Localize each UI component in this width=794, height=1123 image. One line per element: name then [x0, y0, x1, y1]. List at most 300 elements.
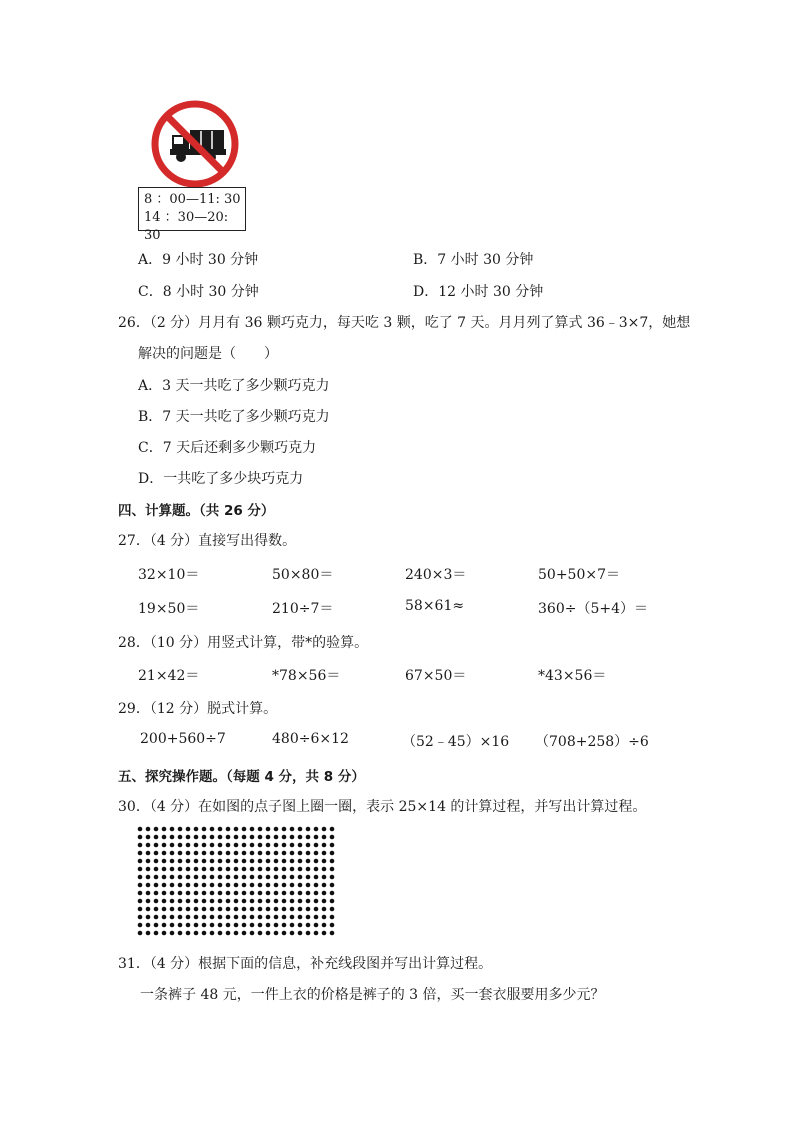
grid-dot: [170, 931, 175, 936]
grid-dot: [202, 867, 207, 872]
option-d[interactable]: D．12 小时 30 分钟: [413, 284, 544, 300]
grid-dot: [242, 907, 247, 912]
expression: *43×56＝: [538, 668, 607, 684]
option-c[interactable]: C．7 天后还剩多少颗巧克力: [138, 440, 317, 456]
grid-dot: [154, 891, 159, 896]
grid-dot: [314, 827, 319, 832]
grid-dot: [202, 827, 207, 832]
grid-dot: [290, 859, 295, 864]
grid-dot: [258, 907, 263, 912]
section-4-title: 四、计算题。（共 26 分）: [118, 503, 275, 519]
option-c[interactable]: C．8 小时 30 分钟: [138, 284, 259, 300]
grid-dot: [226, 923, 231, 928]
grid-dot: [186, 891, 191, 896]
grid-dot: [330, 883, 335, 888]
grid-dot: [306, 915, 311, 920]
grid-dot: [322, 923, 327, 928]
grid-dot: [178, 883, 183, 888]
grid-dot: [218, 867, 223, 872]
grid-dot: [298, 915, 303, 920]
expression: 210÷7＝: [272, 601, 334, 617]
grid-dot: [314, 907, 319, 912]
grid-dot: [218, 915, 223, 920]
grid-dot: [314, 923, 319, 928]
grid-dot: [266, 931, 271, 936]
grid-dot: [306, 899, 311, 904]
grid-dot: [146, 851, 151, 856]
grid-dot: [162, 923, 167, 928]
grid-dot: [282, 931, 287, 936]
grid-dot: [250, 907, 255, 912]
grid-dot: [170, 827, 175, 832]
grid-dot: [138, 835, 143, 840]
grid-dot: [226, 907, 231, 912]
grid-dot: [178, 859, 183, 864]
grid-dot: [186, 859, 191, 864]
grid-dot: [290, 891, 295, 896]
grid-dot: [186, 931, 191, 936]
grid-dot: [178, 875, 183, 880]
grid-dot: [218, 875, 223, 880]
no-truck-icon: [138, 99, 248, 187]
grid-dot: [258, 867, 263, 872]
grid-dot: [194, 891, 199, 896]
grid-dot: [234, 883, 239, 888]
grid-dot: [258, 875, 263, 880]
grid-dot: [226, 859, 231, 864]
grid-dot: [146, 923, 151, 928]
grid-dot: [194, 923, 199, 928]
grid-dot: [218, 899, 223, 904]
grid-dot: [178, 931, 183, 936]
grid-dot: [218, 883, 223, 888]
grid-dot: [314, 859, 319, 864]
grid-dot: [322, 883, 327, 888]
grid-dot: [298, 859, 303, 864]
grid-dot: [202, 899, 207, 904]
grid-dot: [154, 835, 159, 840]
grid-dot: [234, 835, 239, 840]
grid-dot: [266, 907, 271, 912]
grid-dot: [274, 851, 279, 856]
time-range-1: 8 ：00—11: 30: [144, 192, 241, 207]
grid-dot: [154, 859, 159, 864]
grid-dot: [242, 923, 247, 928]
grid-dot: [306, 851, 311, 856]
grid-dot: [210, 931, 215, 936]
grid-dot: [226, 867, 231, 872]
grid-dot: [258, 843, 263, 848]
grid-dot: [266, 867, 271, 872]
grid-dot: [154, 827, 159, 832]
grid-dot: [290, 923, 295, 928]
grid-dot: [306, 907, 311, 912]
option-b[interactable]: B．7 天一共吃了多少颗巧克力: [138, 409, 330, 425]
grid-dot: [162, 835, 167, 840]
grid-dot: [242, 859, 247, 864]
grid-dot: [186, 907, 191, 912]
grid-dot: [226, 827, 231, 832]
grid-dot: [194, 883, 199, 888]
grid-dot: [210, 915, 215, 920]
grid-dot: [330, 931, 335, 936]
grid-dot: [170, 843, 175, 848]
grid-dot: [162, 827, 167, 832]
option-a[interactable]: A．3 天一共吃了多少颗巧克力: [138, 378, 330, 394]
grid-dot: [266, 899, 271, 904]
grid-dot: [226, 851, 231, 856]
grid-dot: [274, 891, 279, 896]
grid-dot: [242, 915, 247, 920]
grid-dot: [138, 915, 143, 920]
grid-dot: [314, 899, 319, 904]
grid-dot: [210, 907, 215, 912]
grid-dot: [306, 923, 311, 928]
grid-dot: [250, 891, 255, 896]
grid-dot: [226, 931, 231, 936]
grid-dot: [298, 835, 303, 840]
grid-dot: [234, 867, 239, 872]
grid-dot: [282, 915, 287, 920]
grid-dot: [202, 875, 207, 880]
grid-dot: [274, 915, 279, 920]
question-31-text: 一条裤子 48 元，一件上衣的价格是裤子的 3 倍，买一套衣服要用多少元？: [140, 987, 605, 1003]
grid-dot: [322, 843, 327, 848]
grid-dot: [314, 867, 319, 872]
grid-dot: [330, 907, 335, 912]
grid-dot: [242, 827, 247, 832]
grid-dot: [242, 899, 247, 904]
grid-dot: [266, 843, 271, 848]
grid-dot: [178, 915, 183, 920]
grid-dot: [186, 827, 191, 832]
grid-dot: [194, 867, 199, 872]
grid-dot: [274, 883, 279, 888]
grid-dot: [210, 827, 215, 832]
grid-dot: [242, 867, 247, 872]
grid-dot: [154, 851, 159, 856]
grid-dot: [210, 867, 215, 872]
grid-dot: [282, 883, 287, 888]
grid-dot: [154, 875, 159, 880]
grid-dot: [154, 931, 159, 936]
grid-dot: [306, 859, 311, 864]
grid-dot: [146, 907, 151, 912]
grid-dot: [266, 851, 271, 856]
expression: 50+50×7＝: [538, 567, 620, 583]
grid-dot: [234, 843, 239, 848]
grid-dot: [258, 923, 263, 928]
grid-dot: [314, 891, 319, 896]
grid-dot: [146, 835, 151, 840]
grid-dot: [282, 923, 287, 928]
grid-dot: [138, 883, 143, 888]
grid-dot: [290, 915, 295, 920]
grid-dot: [298, 867, 303, 872]
grid-dot: [330, 835, 335, 840]
grid-dot: [242, 931, 247, 936]
grid-dot: [218, 931, 223, 936]
grid-dot: [146, 867, 151, 872]
grid-dot: [138, 851, 143, 856]
grid-dot: [290, 843, 295, 848]
grid-dot: [154, 907, 159, 912]
grid-dot: [250, 883, 255, 888]
expression: 200+560÷7: [140, 731, 226, 747]
grid-dot: [250, 931, 255, 936]
grid-dot: [266, 875, 271, 880]
dot-grid[interactable]: [136, 825, 336, 937]
grid-dot: [330, 923, 335, 928]
grid-dot: [330, 859, 335, 864]
grid-dot: [154, 923, 159, 928]
grid-dot: [234, 931, 239, 936]
grid-dot: [138, 891, 143, 896]
grid-dot: [322, 891, 327, 896]
grid-dot: [330, 851, 335, 856]
grid-dot: [250, 835, 255, 840]
grid-dot: [218, 891, 223, 896]
grid-dot: [266, 883, 271, 888]
grid-dot: [186, 835, 191, 840]
grid-dot: [298, 875, 303, 880]
grid-dot: [250, 859, 255, 864]
grid-dot: [322, 875, 327, 880]
grid-dot: [314, 851, 319, 856]
grid-dot: [242, 883, 247, 888]
grid-dot: [266, 859, 271, 864]
grid-dot: [322, 931, 327, 936]
grid-dot: [274, 859, 279, 864]
grid-dot: [266, 835, 271, 840]
grid-dot: [322, 867, 327, 872]
grid-dot: [170, 835, 175, 840]
expression: （52﹣45）×16: [402, 734, 510, 750]
option-b[interactable]: B．7 小时 30 分钟: [413, 252, 534, 268]
grid-dot: [186, 923, 191, 928]
grid-dot: [146, 875, 151, 880]
grid-dot: [290, 875, 295, 880]
grid-dot: [170, 915, 175, 920]
grid-dot: [138, 899, 143, 904]
grid-dot: [202, 923, 207, 928]
grid-dot: [234, 891, 239, 896]
grid-dot: [290, 899, 295, 904]
grid-dot: [162, 931, 167, 936]
grid-dot: [170, 907, 175, 912]
grid-dot: [330, 899, 335, 904]
grid-dot: [322, 907, 327, 912]
grid-dot: [226, 891, 231, 896]
grid-dot: [170, 851, 175, 856]
grid-dot: [330, 875, 335, 880]
grid-dot: [266, 923, 271, 928]
expression: *78×56＝: [272, 668, 341, 684]
grid-dot: [146, 883, 151, 888]
grid-dot: [138, 907, 143, 912]
grid-dot: [314, 915, 319, 920]
question-28-stem: 28．（10 分）用竖式计算，带*的验算。: [118, 635, 369, 651]
grid-dot: [170, 867, 175, 872]
grid-dot: [242, 835, 247, 840]
grid-dot: [234, 875, 239, 880]
grid-dot: [170, 891, 175, 896]
grid-dot: [194, 835, 199, 840]
grid-dot: [218, 907, 223, 912]
grid-dot: [138, 843, 143, 848]
grid-dot: [258, 931, 263, 936]
grid-dot: [226, 875, 231, 880]
option-d[interactable]: D．一共吃了多少块巧克力: [138, 471, 304, 487]
option-a[interactable]: A．9 小时 30 分钟: [138, 252, 259, 268]
grid-dot: [266, 891, 271, 896]
grid-dot: [178, 907, 183, 912]
grid-dot: [322, 859, 327, 864]
grid-dot: [266, 827, 271, 832]
grid-dot: [298, 931, 303, 936]
grid-dot: [194, 843, 199, 848]
grid-dot: [170, 859, 175, 864]
grid-dot: [290, 931, 295, 936]
grid-dot: [290, 827, 295, 832]
grid-dot: [138, 859, 143, 864]
grid-dot: [186, 843, 191, 848]
grid-dot: [178, 835, 183, 840]
grid-dot: [306, 835, 311, 840]
expression: 50×80＝: [272, 567, 334, 583]
grid-dot: [146, 827, 151, 832]
grid-dot: [162, 899, 167, 904]
grid-dot: [170, 899, 175, 904]
grid-dot: [210, 851, 215, 856]
grid-dot: [282, 827, 287, 832]
grid-dot: [162, 891, 167, 896]
grid-dot: [322, 915, 327, 920]
grid-dot: [274, 875, 279, 880]
grid-dot: [314, 883, 319, 888]
grid-dot: [138, 827, 143, 832]
question-26-stem: 26．（2 分）月月有 36 颗巧克力，每天吃 3 颗，吃了 7 天。月月列了算式 36﹣3×7，她想: [118, 315, 691, 331]
grid-dot: [162, 859, 167, 864]
grid-dot: [210, 883, 215, 888]
grid-dot: [274, 843, 279, 848]
grid-dot: [274, 923, 279, 928]
grid-dot: [282, 867, 287, 872]
grid-dot: [210, 835, 215, 840]
grid-dot: [290, 867, 295, 872]
grid-dot: [234, 827, 239, 832]
no-truck-sign: [138, 99, 248, 243]
grid-dot: [298, 883, 303, 888]
grid-dot: [170, 875, 175, 880]
grid-dot: [218, 843, 223, 848]
grid-dot: [210, 875, 215, 880]
grid-dot: [298, 923, 303, 928]
grid-dot: [154, 843, 159, 848]
grid-dot: [306, 875, 311, 880]
grid-dot: [210, 891, 215, 896]
grid-dot: [234, 859, 239, 864]
grid-dot: [314, 835, 319, 840]
grid-dot: [282, 875, 287, 880]
grid-dot: [274, 899, 279, 904]
grid-dot: [250, 915, 255, 920]
grid-dot: [154, 899, 159, 904]
grid-dot: [154, 867, 159, 872]
grid-dot: [258, 827, 263, 832]
grid-dot: [194, 899, 199, 904]
expression: 360÷（5+4）＝: [538, 601, 648, 617]
grid-dot: [250, 843, 255, 848]
grid-dot: [178, 923, 183, 928]
question-31-stem: 31．（4 分）根据下面的信息，补充线段图并写出计算过程。: [118, 956, 493, 972]
grid-dot: [282, 851, 287, 856]
grid-dot: [282, 859, 287, 864]
grid-dot: [186, 875, 191, 880]
grid-dot: [178, 827, 183, 832]
grid-dot: [178, 891, 183, 896]
grid-dot: [298, 891, 303, 896]
grid-dot: [250, 867, 255, 872]
expression: 240×3＝: [405, 567, 467, 583]
grid-dot: [258, 851, 263, 856]
grid-dot: [298, 851, 303, 856]
grid-dot: [282, 899, 287, 904]
question-26-stem-cont: 解决的问题是（ ）: [138, 346, 278, 362]
grid-dot: [298, 899, 303, 904]
question-27-stem: 27．（4 分）直接写出得数。: [118, 533, 297, 549]
grid-dot: [218, 827, 223, 832]
grid-dot: [138, 875, 143, 880]
grid-dot: [146, 931, 151, 936]
grid-dot: [250, 875, 255, 880]
grid-dot: [194, 827, 199, 832]
grid-dot: [314, 931, 319, 936]
grid-dot: [162, 883, 167, 888]
grid-dot: [210, 859, 215, 864]
grid-dot: [146, 843, 151, 848]
grid-dot: [146, 915, 151, 920]
grid-dot: [138, 931, 143, 936]
grid-dot: [202, 907, 207, 912]
grid-dot: [234, 915, 239, 920]
section-5-title: 五、探究操作题。（每题 4 分，共 8 分）: [118, 769, 365, 785]
grid-dot: [314, 843, 319, 848]
grid-dot: [258, 883, 263, 888]
grid-dot: [194, 931, 199, 936]
grid-dot: [226, 843, 231, 848]
grid-dot: [162, 851, 167, 856]
grid-dot: [306, 867, 311, 872]
grid-dot: [154, 915, 159, 920]
grid-dot: [258, 891, 263, 896]
grid-dot: [298, 827, 303, 832]
grid-dot: [234, 851, 239, 856]
grid-dot: [306, 843, 311, 848]
grid-dot: [242, 843, 247, 848]
expression: （708+258）÷6: [535, 734, 649, 750]
grid-dot: [186, 851, 191, 856]
grid-dot: [258, 859, 263, 864]
grid-dot: [282, 835, 287, 840]
grid-dot: [242, 891, 247, 896]
grid-dot: [242, 851, 247, 856]
grid-dot: [170, 883, 175, 888]
grid-dot: [274, 835, 279, 840]
grid-dot: [178, 867, 183, 872]
grid-dot: [266, 915, 271, 920]
grid-dot: [290, 907, 295, 912]
